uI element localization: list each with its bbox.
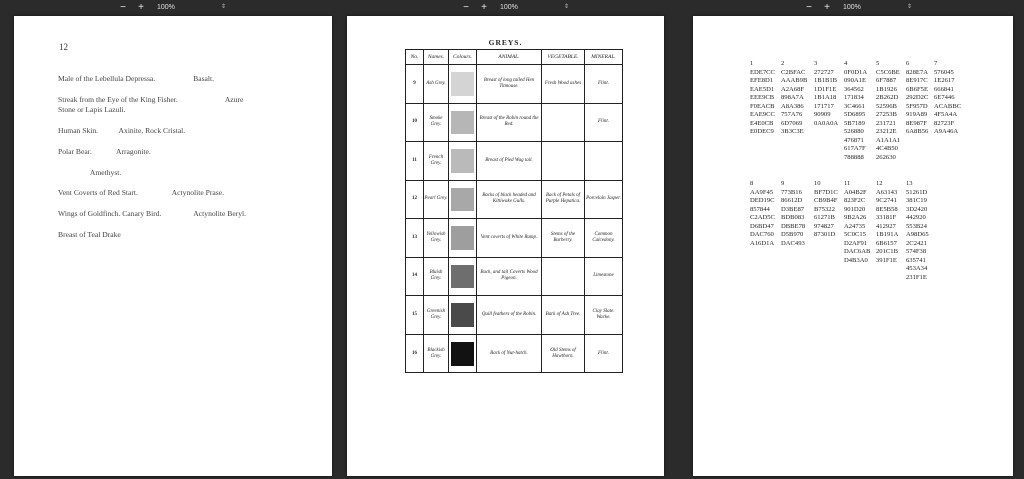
hex-code: 33181F: [876, 214, 897, 221]
text-line: Male of the Lebellula Depressa. Basalt.: [58, 74, 215, 83]
hex-column: [814, 180, 838, 240]
hex-code: 0A0A0A: [814, 119, 839, 127]
hex-code: 617A7F: [844, 145, 866, 152]
text-line: Human Skin. Axinite, Rock Cristal.: [58, 126, 186, 135]
text-line: Wings of Goldfinch. Canary Bird. Actynolite Beryl.: [58, 209, 247, 218]
zoom-out-button[interactable]: −: [120, 1, 126, 13]
hex-code: 272727: [814, 68, 834, 76]
hex-code: 442920: [906, 214, 926, 221]
hex-column: [781, 60, 807, 137]
color-swatch-cell: [449, 104, 477, 142]
hex-code: 5F957D: [906, 102, 928, 110]
hex-code: AA9F45: [750, 188, 774, 196]
zoom-select[interactable]: [497, 2, 569, 13]
hex-column: [844, 60, 867, 162]
hex-code: AAAB9B: [781, 77, 808, 84]
color-swatch: [451, 342, 474, 367]
column-number: 9: [781, 180, 785, 187]
color-swatch: [451, 303, 474, 327]
hex-code: 3D2420: [906, 205, 928, 213]
hex-code: 090A1E: [844, 77, 866, 84]
hex-code: 553B24: [906, 222, 927, 230]
color-swatch-cell: [449, 296, 477, 334]
text-line: Vent Coverts of Red Start. Actynolite Prase.: [58, 188, 224, 197]
hex-code: 6A8B56: [906, 128, 929, 135]
hex-code: A2A68F: [781, 85, 805, 93]
text-line: Streak from the Eye of the King Fisher. Azure: [58, 95, 244, 104]
hex-code: 1B1B1B: [814, 77, 838, 84]
hex-code: D2AF91: [844, 239, 868, 247]
hex-code: 1D1F1E: [814, 85, 837, 93]
hex-column: [750, 180, 775, 248]
table-title: GREYS.: [488, 38, 523, 47]
hex-code: 453A34: [906, 265, 928, 272]
hex-code: C5C6BE: [876, 68, 900, 76]
color-swatch: [451, 149, 474, 173]
color-name: French Grey.: [424, 142, 449, 180]
zoom-out-button[interactable]: −: [806, 1, 812, 13]
chevron-updown-icon: ⇕: [220, 4, 226, 10]
column-number: 7: [934, 60, 938, 67]
hex-code: 231F1E: [906, 273, 927, 281]
hex-code: 52596B: [876, 102, 897, 110]
hex-code: 292D2C: [906, 94, 929, 101]
hex-code: A63143: [876, 188, 898, 196]
animal-example: Backs of black headed and Kittiwake Gulls.: [477, 181, 542, 219]
column-number: 13: [906, 180, 913, 187]
hex-code: 823F2C: [844, 197, 866, 204]
table-row: [406, 181, 622, 220]
hex-code: BF7D1C: [814, 188, 838, 196]
hex-code: 86612D: [781, 197, 803, 204]
table-row: [406, 65, 622, 104]
column-header: VEGETABLE.: [542, 50, 585, 65]
color-swatch: [451, 111, 474, 135]
hex-code: 5D6895: [844, 111, 866, 118]
hex-code: 635741: [906, 256, 926, 264]
hex-code: 87301D: [814, 231, 836, 238]
table-row: [406, 104, 622, 143]
color-name: Bluish Grey.: [424, 258, 449, 296]
animal-example: Back, and tail Coverts Wood Pigeon.: [477, 258, 542, 296]
hex-code: 5C0C15: [844, 231, 866, 238]
hex-code: 901D20: [844, 205, 866, 213]
column-number: 6: [906, 60, 910, 67]
row-number: 10: [406, 104, 424, 142]
column-number: 11: [844, 180, 851, 187]
vegetable-example: Old Stems of Hawthorn.: [542, 335, 585, 374]
viewer-toolbar-2: [461, 0, 569, 15]
vegetable-example: [542, 142, 585, 180]
hex-code: 5B7189: [844, 119, 865, 127]
table-row: [406, 219, 622, 258]
column-number: 10: [814, 180, 821, 187]
hex-code: BDB083: [781, 214, 805, 221]
hex-code: 6D7069: [781, 119, 803, 127]
table-row: [406, 335, 622, 374]
color-swatch-cell: [449, 142, 477, 180]
hex-code: 82723F: [934, 119, 955, 127]
hex-code: 27253B: [876, 111, 897, 118]
hex-code: 6B6F5E: [906, 85, 928, 93]
hex-column: [781, 180, 805, 248]
hex-code: 857844: [750, 205, 770, 213]
hex-code: B75322: [814, 205, 835, 213]
color-swatch: [451, 72, 474, 96]
hex-code: EAE5D1: [750, 85, 775, 93]
animal-example: Vent coverts of White Rump.: [477, 219, 542, 257]
mineral-example: Limestone: [593, 273, 614, 279]
document-page-2[interactable]: [347, 16, 664, 476]
hex-code: 4F5A4A: [934, 111, 958, 118]
zoom-out-button[interactable]: −: [463, 1, 469, 13]
hex-code: E0DEC9: [750, 128, 774, 135]
hex-code: EFE8D1: [750, 77, 774, 84]
hex-code: 2B262D: [876, 94, 899, 101]
color-swatch-cell: [449, 258, 477, 296]
viewer-toolbar-3: [804, 0, 912, 15]
animal-example: Back of Nut-hatch.: [477, 335, 542, 374]
hex-code: 23212E: [876, 128, 897, 135]
viewer-toolbar-1: [118, 0, 226, 15]
hex-code: 0F0D1A: [844, 68, 868, 76]
hex-column: [876, 60, 900, 162]
color-name: Smoke Grey.: [424, 104, 449, 142]
hex-code: 666841: [934, 85, 954, 93]
vegetable-example: Back of Petals of Purple Hepatica.: [542, 181, 585, 219]
zoom-in-button[interactable]: +: [824, 1, 830, 13]
color-name: Pearl Grey.: [424, 181, 449, 219]
hex-code: EDE7CC: [750, 68, 775, 76]
hex-code: 1B1A18: [814, 94, 837, 101]
column-header: MINERAL.: [591, 54, 616, 60]
hex-code: 828E7A: [906, 68, 928, 76]
column-number: 5: [876, 60, 880, 67]
row-number: 11: [406, 142, 424, 180]
hex-code: A8A386: [781, 102, 804, 110]
vegetable-example: [542, 104, 585, 142]
hex-code: A1A1A1: [876, 136, 901, 144]
hex-code: 262630: [876, 153, 896, 161]
hex-code: 3B3C3E: [781, 128, 804, 135]
hex-code: 574F38: [906, 248, 927, 255]
hex-code: DAC6AB: [844, 248, 871, 255]
hex-column: [876, 180, 898, 265]
hex-code: 788888: [844, 153, 864, 161]
row-number: 15: [406, 296, 424, 334]
hex-code: 898A7A: [781, 94, 804, 101]
chevron-updown-icon: ⇕: [906, 4, 912, 10]
color-name: Ash Grey.: [424, 65, 449, 103]
zoom-in-button[interactable]: +: [138, 1, 144, 13]
hex-code: 526880: [844, 128, 864, 135]
color-swatch: [451, 226, 474, 250]
hex-code: DED19C: [750, 197, 775, 204]
column-number: 2: [781, 60, 785, 67]
vegetable-example: Stems of the Barberry.: [542, 219, 585, 257]
hex-column: [844, 180, 870, 265]
hex-code: 757A76: [781, 111, 803, 118]
column-header: Names.: [424, 50, 449, 65]
mineral-example: [585, 142, 622, 180]
mineral-example: Flint.: [598, 119, 609, 125]
document-page-1[interactable]: [14, 16, 332, 476]
hex-code: EAE9CC: [750, 111, 775, 118]
mineral-example: Flint.: [598, 350, 609, 356]
column-number: 12: [876, 180, 883, 187]
hex-code: 1B1926: [876, 85, 897, 93]
animal-example: Breast of the Robin round the Red.: [477, 104, 542, 142]
hex-code: 974827: [814, 222, 834, 230]
color-swatch: [451, 188, 474, 212]
zoom-select[interactable]: [154, 2, 226, 13]
column-number: 8: [750, 180, 754, 187]
vegetable-example: Fresh Wood ashes: [542, 65, 585, 103]
hex-code: 4C4B50: [876, 145, 898, 152]
text-line: Amethyst.: [58, 168, 122, 177]
vegetable-example: [542, 258, 585, 296]
hex-code: A24735: [844, 222, 866, 230]
hex-column: [906, 60, 928, 137]
color-name: Greenish Grey.: [424, 296, 449, 334]
hex-code: ACABBC: [934, 102, 962, 110]
hex-code: 3C4661: [844, 102, 865, 110]
text-line: Stone or Lapis Lazuli.: [58, 105, 126, 114]
column-number: 4: [844, 60, 848, 67]
row-number: 16: [406, 335, 424, 374]
row-number: 9: [406, 65, 424, 103]
hex-code: A9A46A: [934, 128, 959, 135]
mineral-example: Clay Slate. Wacke.: [592, 308, 615, 320]
table-row: [406, 296, 622, 335]
hex-code: A98D65: [906, 231, 929, 238]
hex-code: DAC760: [750, 231, 774, 238]
row-number: 14: [406, 258, 424, 296]
hex-column: [934, 60, 961, 137]
zoom-select[interactable]: [840, 2, 912, 13]
animal-example: Quill feathers of the Robin.: [477, 296, 542, 334]
hex-code: 6F7887: [876, 77, 897, 84]
hex-code: 364562: [844, 85, 864, 93]
hex-code: F0EACB: [750, 102, 775, 110]
hex-code: E4E0CB: [750, 119, 774, 127]
hex-code: 412927: [876, 222, 896, 230]
hex-code: 476871: [844, 136, 864, 144]
hex-code: 171717: [814, 102, 834, 110]
table-header: [406, 50, 622, 65]
animal-example: Breast of Pied Wag tail.: [477, 142, 542, 180]
hex-code: 576045: [934, 68, 954, 76]
color-swatch-cell: [449, 335, 477, 374]
text-line: Polar Bear. Arragonite.: [58, 147, 151, 156]
hex-code: 391F1E: [876, 256, 897, 264]
hex-code: 8E917C: [906, 77, 928, 84]
page-number: 12: [59, 42, 68, 52]
mineral-example: Porcelain Jasper.: [586, 196, 621, 202]
column-header: ANIMAL.: [477, 50, 542, 65]
hex-column: [906, 180, 929, 282]
color-swatch: [451, 265, 474, 289]
column-header: Colours.: [449, 50, 477, 65]
row-number: 13: [406, 219, 424, 257]
hex-code: 919A89: [906, 111, 928, 118]
hex-code: A04B2F: [844, 188, 867, 196]
color-swatch-cell: [449, 219, 477, 257]
hex-code: 201C1B: [876, 248, 898, 255]
hex-code: 8E5B58: [876, 205, 898, 213]
hex-code: A16D1A: [750, 239, 775, 247]
hex-code: 51261D: [906, 188, 928, 196]
hex-code: 231721: [876, 119, 896, 127]
zoom-in-button[interactable]: +: [481, 1, 487, 13]
hex-code: 2C2421: [906, 239, 927, 247]
zoom-level: 100%: [500, 4, 518, 11]
hex-code: 171834: [844, 94, 864, 101]
row-number: 12: [406, 181, 424, 219]
vegetable-example: Bark of Ash Tree.: [542, 296, 585, 334]
color-name: Yellowish Grey.: [424, 219, 449, 257]
hex-code: 61271B: [814, 214, 835, 221]
chevron-updown-icon: ⇕: [563, 4, 569, 10]
hex-code: 381C19: [906, 197, 927, 204]
greys-table: [405, 49, 623, 373]
color-name: Blackish Grey.: [424, 335, 449, 374]
hex-code: 1E2617: [934, 77, 955, 84]
hex-code: D3BE87: [781, 205, 805, 213]
hex-code: CB9B4F: [814, 197, 838, 204]
text-line: Breast of Teal Drake: [58, 230, 121, 239]
hex-code: 8E987F: [906, 119, 927, 127]
hex-code: C2AD5C: [750, 214, 775, 221]
hex-code: DAC493: [781, 239, 805, 247]
column-header: No.: [406, 50, 424, 65]
hex-code: 9C2741: [876, 197, 897, 204]
mineral-example: Common Calcedony.: [592, 231, 615, 243]
document-page-3[interactable]: [693, 16, 1013, 476]
column-number: 3: [814, 60, 818, 67]
hex-code: 9B2A26: [844, 214, 867, 221]
column-number: 1: [750, 60, 754, 67]
hex-code: D5B970: [781, 231, 804, 238]
hex-code: 6E7446: [934, 94, 955, 101]
hex-code: 90909: [814, 111, 831, 118]
hex-code: 1B191A: [876, 231, 899, 238]
zoom-level: 100%: [157, 4, 175, 11]
hex-code: 6B6157: [876, 239, 897, 247]
color-swatch-cell: [449, 181, 477, 219]
hex-column: [750, 60, 775, 137]
zoom-level: 100%: [843, 4, 861, 11]
hex-code: C2BFAC: [781, 68, 806, 76]
hex-column: [814, 60, 838, 128]
animal-example: Breast of long tailed Hen Titmouse.: [477, 65, 542, 103]
table-row: [406, 258, 622, 297]
table-row: [406, 142, 622, 181]
hex-code: D6BD47: [750, 222, 774, 230]
hex-code: EEE9CB: [750, 94, 775, 101]
mineral-example: Flint.: [598, 80, 609, 86]
color-swatch-cell: [449, 65, 477, 103]
hex-code: D4B3A0: [844, 256, 868, 264]
hex-code: DBBE78: [781, 222, 806, 230]
hex-code: 773B16: [781, 188, 802, 196]
